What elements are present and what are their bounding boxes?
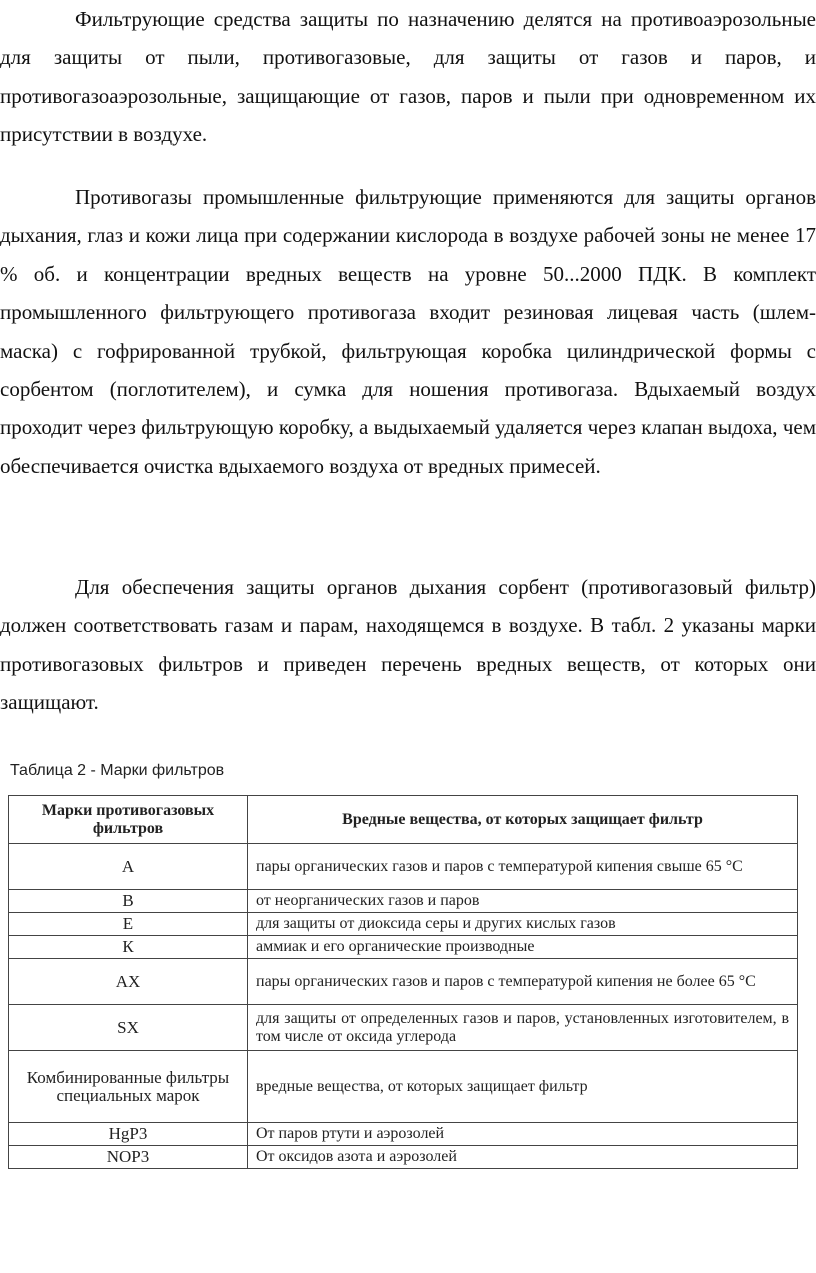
- table-caption: Таблица 2 - Марки фильтров: [10, 762, 225, 779]
- filter-description: от неорганических газов и паров: [248, 890, 798, 913]
- filter-mark: АХ: [9, 959, 248, 1005]
- filter-mark: SХ: [9, 1005, 248, 1051]
- table-row: [9, 1123, 798, 1146]
- table-row: [9, 1146, 798, 1169]
- table-row: [9, 913, 798, 936]
- header-harmful-substances: Вредные вещества, от которых защищает фильтр: [248, 796, 798, 844]
- table-row: [9, 1005, 798, 1051]
- table-row: [9, 890, 798, 913]
- filter-mark: К: [9, 936, 248, 959]
- table-row: [9, 936, 798, 959]
- filter-mark: Е: [9, 913, 248, 936]
- filter-description: для защиты от определенных газов и паров, установленных изготовителем, в том числе от оксида углерода: [248, 1005, 798, 1051]
- filter-mark: Комбинированные фильтры специальных марок: [9, 1051, 248, 1123]
- paragraph-sorbent: Для обеспечения защиты органов дыхания сорбент (противогазовый фильтр) должен соответствовать газам и парам, находящемся в воздухе. В табл. 2 указаны марки противогазовых фильтров и приведен перечень вредных веществ, от которых они защищают.: [0, 575, 816, 715]
- filter-description: аммиак и его органические производные: [248, 936, 798, 959]
- filter-description: От паров ртути и аэрозолей: [248, 1123, 798, 1146]
- filter-mark: В: [9, 890, 248, 913]
- filter-description: От оксидов азота и аэрозолей: [248, 1146, 798, 1169]
- paragraph-filter-types: Фильтрующие средства защиты по назначению делятся на противоаэрозольные для защиты от пыли, противогазовые, для защиты от газов и паров, и противогазоаэрозольные, защищающие от газов, паров и пыли при одновременном их присутствии в воздухе.: [0, 7, 816, 147]
- filter-mark: HgP3: [9, 1123, 248, 1146]
- filter-description: пары органических газов и паров с температурой кипения не более 65 °С: [248, 959, 798, 1005]
- filter-mark: NOP3: [9, 1146, 248, 1169]
- filter-description: вредные вещества, от которых защищает фильтр: [248, 1051, 798, 1123]
- filter-description: для защиты от диоксида серы и других кислых газов: [248, 913, 798, 936]
- table-row: [9, 959, 798, 1005]
- filter-marks-table: [8, 795, 798, 1169]
- filter-mark: А: [9, 844, 248, 890]
- table-row: [9, 844, 798, 890]
- header-filter-marks: Марки противогазовых фильтров: [9, 796, 248, 844]
- table-header-row: [9, 796, 798, 844]
- table-row: [9, 1051, 798, 1123]
- filter-description: пары органических газов и паров с температурой кипения свыше 65 °С: [248, 844, 798, 890]
- paragraph-gas-masks: Противогазы промышленные фильтрующие применяются для защиты органов дыхания, глаз и кожи лица при содержании кислорода в воздухе рабочей зоны не менее 17 % об. и концентрации вредных веществ на уровне 50...2000 ПДК. В комплект промышленного фильтрующего противогаза входит резиновая лицевая часть (шлем-маска) с гофрированной трубкой, фильтрующая коробка цилиндрической формы с сорбентом (поглотителем), и сумка для ношения противогаза. Вдыхаемый воздух проходит через фильтрующую коробку, а выдыхаемый удаляется через клапан выдоха, чем обеспечивается очистка вдыхаемого воздуха от вредных примесей.: [0, 185, 816, 478]
